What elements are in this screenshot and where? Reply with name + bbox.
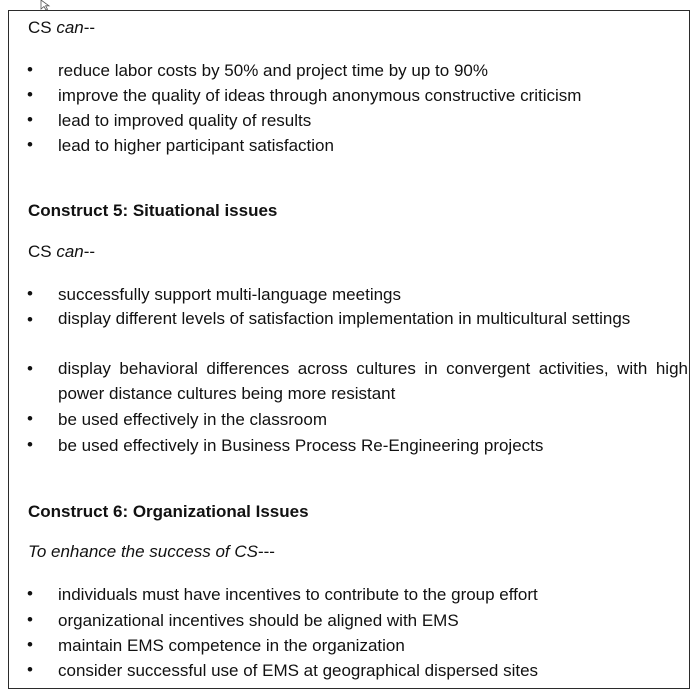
construct-5-heading: Construct 5: Situational issues <box>28 201 278 220</box>
bullet-icon: • <box>27 310 33 329</box>
bullet-icon: • <box>27 610 33 629</box>
bullet-icon: • <box>27 284 33 303</box>
bullet-icon: • <box>27 60 33 79</box>
bullet-icon: • <box>27 110 33 129</box>
intro-enhance-success: To enhance the success of CS--- <box>28 542 275 561</box>
bullet-icon: • <box>27 635 33 654</box>
bullet-icon: • <box>27 85 33 104</box>
bullet-icon: • <box>27 660 33 679</box>
bullet-icon: • <box>27 359 33 378</box>
mouse-pointer-icon <box>40 0 54 10</box>
bullet-icon: • <box>27 135 33 154</box>
bullet-icon: • <box>27 409 33 428</box>
intro-cs-can: CS can-- <box>28 242 96 261</box>
bullet-icon: • <box>27 435 33 454</box>
bullet-icon: • <box>27 584 33 603</box>
construct-6-heading: Construct 6: Organizational Issues <box>28 502 309 521</box>
intro-cs-can: CS can-- <box>28 18 96 37</box>
content-table-cell: CS can-- • reduce labor costs by 50% and project time by up to 90% • improve the quality of ideas through anonymous constructive criticism • lead to improved quality of results • lead to higher participant satisfaction Construct 5: Situational issues CS can-- • successfully support multi-language meetings • display different levels of satisfaction implementation in multicultural settings • display behavioral differences across cultures in convergent activities, with high power distance cultures being more resistant • be used effectively in the classroom • be used effectively in Business Process Re-Engineering projects Construct 6: Organizational Issues To enhance the success of CS--- • individuals must have incentives to contribute to the group effort • organizational incentives should be aligned with EMS • maintain EMS competence in the organization • consider successful use of EMS at geographical dispersed sites <box>8 10 690 689</box>
